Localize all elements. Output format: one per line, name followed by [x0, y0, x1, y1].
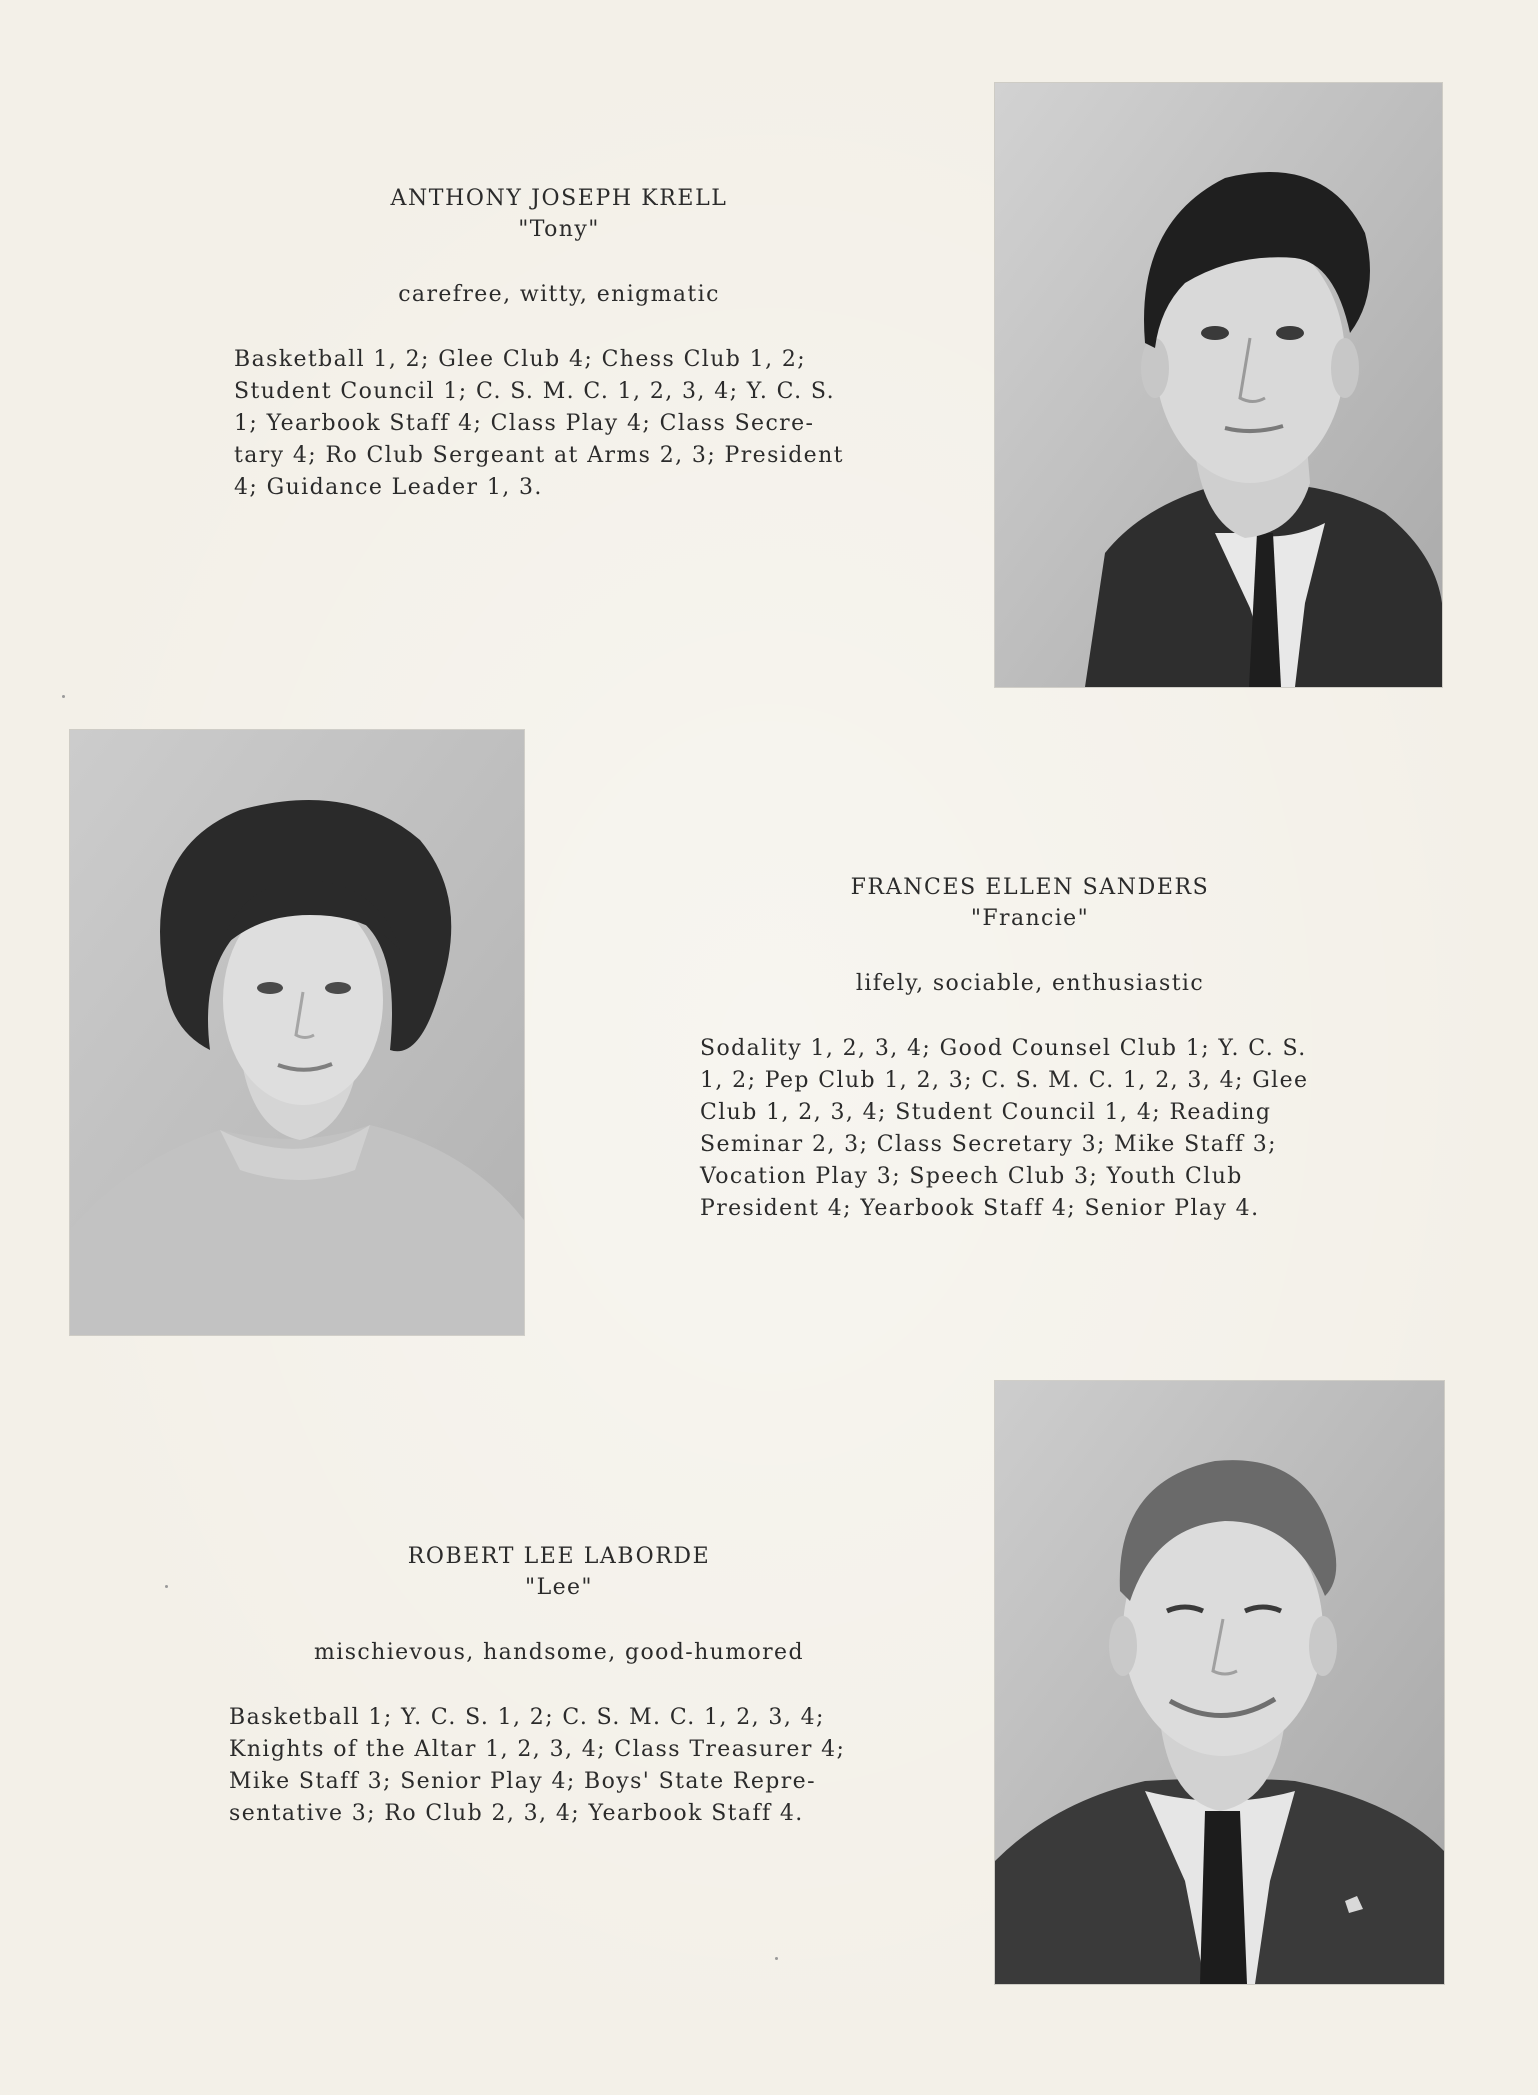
- activities-line: Student Council 1; C. S. M. C. 1, 2, 3, 4; Y. C. S.: [234, 379, 835, 404]
- activities-line: tary 4; Ro Club Sergeant at Arms 2, 3; President: [234, 443, 844, 468]
- print-speck: [165, 1585, 168, 1588]
- senior-traits: mischievous, handsome, good-humored: [314, 1640, 804, 1665]
- activities-line: 1, 2; Pep Club 1, 2, 3; C. S. M. C. 1, 2, 3, 4; Glee: [700, 1068, 1309, 1093]
- senior-portrait-photo: [995, 83, 1442, 687]
- activities-line: President 4; Yearbook Staff 4; Senior Play 4.: [700, 1196, 1260, 1221]
- activities-line: Seminar 2, 3; Class Secretary 3; Mike Staff 3;: [700, 1132, 1277, 1157]
- senior-activities: [700, 1033, 1380, 1225]
- senior-activities: [229, 1702, 929, 1830]
- activities-line: 4; Guidance Leader 1, 3.: [234, 475, 543, 500]
- activities-line: Club 1, 2, 3, 4; Student Council 1, 4; Reading: [700, 1100, 1272, 1125]
- senior-traits: carefree, witty, enigmatic: [398, 282, 720, 307]
- senior-traits: lifely, sociable, enthusiastic: [855, 971, 1205, 996]
- senior-portrait-photo: [70, 730, 524, 1335]
- senior-nickname: "Lee": [525, 1575, 593, 1600]
- activities-line: Sodality 1, 2, 3, 4; Good Counsel Club 1; Y. C. S.: [700, 1036, 1307, 1061]
- activities-line: Knights of the Altar 1, 2, 3, 4; Class Treasurer 4;: [229, 1737, 846, 1762]
- senior-name: ANTHONY JOSEPH KRELL: [390, 186, 728, 211]
- print-speck: [775, 1957, 778, 1960]
- activities-line: sentative 3; Ro Club 2, 3, 4; Yearbook Staff 4.: [229, 1801, 804, 1826]
- print-speck: [62, 695, 65, 698]
- activities-line: Basketball 1; Y. C. S. 1, 2; C. S. M. C. 1, 2, 3, 4;: [229, 1705, 825, 1730]
- senior-nickname: "Francie": [970, 906, 1090, 931]
- senior-nickname: "Tony": [518, 217, 600, 242]
- senior-text-block: [234, 183, 924, 504]
- activities-line: 1; Yearbook Staff 4; Class Play 4; Class Secre-: [234, 411, 815, 436]
- senior-activities: [234, 344, 924, 504]
- senior-name: FRANCES ELLEN SANDERS: [850, 875, 1210, 900]
- activities-line: Vocation Play 3; Speech Club 3; Youth Club: [700, 1164, 1243, 1189]
- senior-text-block: [700, 872, 1380, 1225]
- activities-line: Mike Staff 3; Senior Play 4; Boys' State Repre-: [229, 1769, 816, 1794]
- senior-text-block: [229, 1541, 929, 1830]
- activities-line: Basketball 1, 2; Glee Club 4; Chess Club 1, 2;: [234, 347, 807, 372]
- senior-name: ROBERT LEE LABORDE: [407, 1544, 711, 1569]
- senior-portrait-photo: [995, 1381, 1444, 1984]
